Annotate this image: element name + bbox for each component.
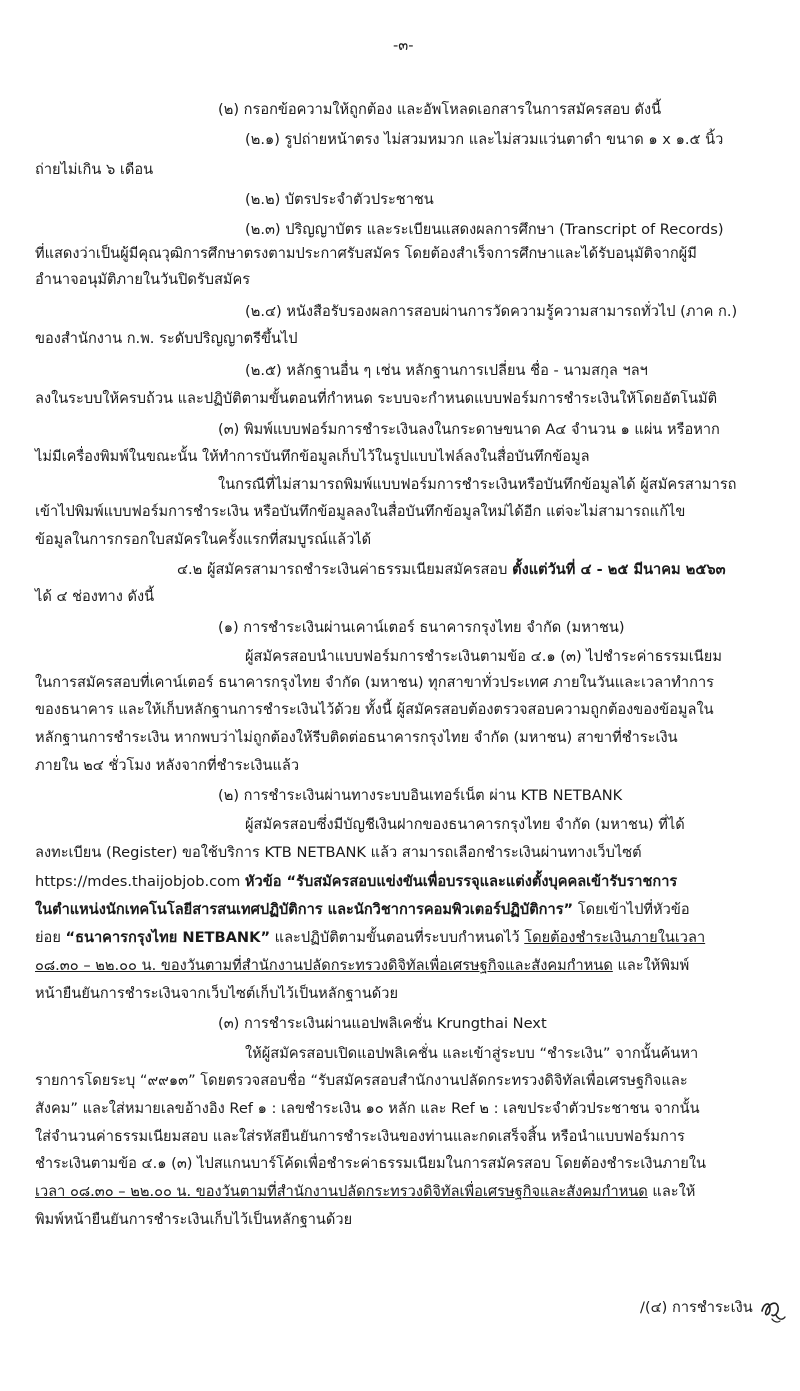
- subtopic-netbank: “ธนาคารกรุงไทย NETBANK”: [65, 929, 271, 946]
- section-3-line-3: ในกรณีที่ไม่สามารถพิมพ์แบบฟอร์มการชำระเงินหรือบันทึกข้อมูลได้ ผู้สมัครสามารถ: [218, 476, 737, 493]
- item-2-1-line-1: (๒.๑) รูปถ่ายหน้าตรง ไม่สวมหมวก และไม่สวมแว่นตาดำ ขนาด ๑ x ๑.๕ นิ้ว: [245, 131, 724, 148]
- payment-1-line-5: ภายใน ๒๔ ชั่วโมง หลังจากที่ชำระเงินแล้ว: [35, 757, 300, 774]
- payment-time-note-3: เวลา ๐๘.๓๐ – ๒๒.๐๐ น. ของวันตามที่สำนักงานปลัดกระทรวงดิจิทัลเพื่อเศรษฐกิจและสังคมกำหนด: [35, 1183, 648, 1200]
- website-url[interactable]: https://mdes.thaijobjob.com: [35, 873, 245, 890]
- item-2-4-line-1: (๒.๔) หนังสือรับรองผลการสอบผ่านการวัดความรู้ความสามารถทั่วไป (ภาค ก.): [245, 303, 738, 320]
- payment-2-line-3: [35, 872, 677, 892]
- page-number: -๓-: [393, 37, 414, 54]
- payment-period: ตั้งแต่วันที่ ๔ - ๒๕ มีนาคม ๒๕๖๓: [512, 561, 726, 578]
- payment-3-line-2: รายการโดยระบุ “๙๙๑๓” โดยตรวจสอบชื่อ “รับสมัครสอบสำนักงานปลัดกระทรวงดิจิทัลเพื่อเศรษฐกิจและ: [35, 1072, 688, 1089]
- item-2-5-line-2: ลงในระบบให้ครบถ้วน และปฏิบัติตามขั้นตอนที่กำหนด ระบบจะกำหนดแบบฟอร์มการชำระเงินให้โดยอัตโนมัติ: [35, 390, 718, 407]
- payment-1-line-3: ของธนาคาร และให้เก็บหลักฐานการชำระเงินไว้ด้วย ทั้งนี้ ผู้สมัครสอบต้องตรวจสอบความถูกต้องของข้อมูลใน: [35, 701, 714, 718]
- item-2-3-line-2: ที่แสดงว่าเป็นผู้มีคุณวุฒิการศึกษาตรงตามประกาศรับสมัคร โดยต้องสำเร็จการศึกษาและได้รับอนุมัติจากผู้มี: [35, 245, 697, 262]
- payment-2-line-1: ผู้สมัครสอบซึ่งมีบัญชีเงินฝากของธนาคารกรุงไทย จำกัด (มหาชน) ที่ได้: [245, 816, 685, 833]
- section-3-line-1: (๓) พิมพ์แบบฟอร์มการชำระเงินลงในกระดาษขนาด A๔ จำนวน ๑ แผ่น หรือหาก: [218, 421, 720, 438]
- signature-initials: [758, 1291, 788, 1325]
- payment-3-line-6-rest: และให้: [647, 1183, 696, 1200]
- payment-1-heading: (๑) การชำระเงินผ่านเคาน์เตอร์ ธนาคารกรุงไทย จำกัด (มหาชน): [218, 619, 625, 636]
- topic-title-part-1: หัวข้อ “รับสมัครสอบแข่งขันเพื่อบรรจุและแต่งตั้งบุคคลเข้ารับราชการ: [244, 873, 678, 890]
- payment-3-line-1: ให้ผู้สมัครสอบเปิดแอปพลิเคชั่น และเข้าสู่ระบบ “ชำระเงิน” จากนั้นค้นหา: [245, 1045, 699, 1062]
- item-2-2: (๒.๒) บัตรประจำตัวประชาชน: [245, 191, 434, 208]
- item-2-1-line-2: ถ่ายไม่เกิน ๖ เดือน: [35, 161, 154, 178]
- payment-3-line-4: ใส่จำนวนค่าธรรมเนียมสอบ และใส่รหัสยืนยันการชำระเงินของท่านและกดเสร็จสิ้น หรือนำแบบฟอร์มการ: [35, 1128, 685, 1145]
- item-2-3-line-3: อำนาจอนุมัติภายในวันปิดรับสมัคร: [35, 271, 251, 288]
- section-3-line-5: ข้อมูลในการกรอกใบสมัครในครั้งแรกที่สมบูรณ์แล้วได้: [35, 531, 372, 548]
- section-3-line-2: ไม่มีเครื่องพิมพ์ในขณะนั้น ให้ทำการบันทึกข้อมูลเก็บไว้ในรูปแบบไฟล์ลงในสื่อบันทึกข้อมูล: [35, 448, 590, 465]
- payment-2-line-7: หน้ายืนยันการชำระเงินจากเว็บไซต์เก็บไว้เป็นหลักฐานด้วย: [35, 985, 399, 1002]
- item-2-5-line-1: (๒.๕) หลักฐานอื่น ๆ เช่น หลักฐานการเปลี่ยน ชื่อ - นามสกุล ฯลฯ: [245, 362, 648, 379]
- payment-1-line-1: ผู้สมัครสอบนำแบบฟอร์มการชำระเงินตามข้อ ๔.๑ (๓) ไปชำระค่าธรรมเนียม: [245, 648, 722, 665]
- payment-3-line-6: [35, 1182, 695, 1202]
- section-2-heading: (๒) กรอกข้อความให้ถูกต้อง และอัพโหลดเอกสารในการสมัครสอบ ดังนี้: [218, 101, 662, 118]
- payment-3-line-5: ชำระเงินตามข้อ ๔.๑ (๓) ไปสแกนบาร์โค้ดเพื่อชำระค่าธรรมเนียมในการสมัครสอบ โดยต้องชำระเงินภายใน: [35, 1155, 706, 1172]
- payment-2-line-6: [35, 956, 689, 976]
- section-4-2-line-1: [177, 560, 726, 580]
- continuation-footer: /(๔) การชำระเงิน: [640, 1299, 753, 1316]
- section-4-2-text: ๔.๒ ผู้สมัครสามารถชำระเงินค่าธรรมเนียมสมัครสอบ: [177, 561, 513, 578]
- payment-time-note-2: ๐๘.๓๐ – ๒๒.๐๐ น. ของวันตามที่สำนักงานปลัดกระทรวงดิจิทัลเพื่อเศรษฐกิจและสังคมกำหนด: [35, 957, 613, 974]
- payment-2-line-5-mid: และปฏิบัติตามขั้นตอนที่ระบบกำหนดไว้: [270, 929, 525, 946]
- payment-3-line-3: สังคม” และใส่หมายเลขอ้างอิง Ref ๑ : เลขชำระเงิน ๑๐ หลัก และ Ref ๒ : เลขประจำตัวประชาชน จากนั้น: [35, 1100, 700, 1117]
- payment-1-line-2: ในการสมัครสอบที่เคาน์เตอร์ ธนาคารกรุงไทย จำกัด (มหาชน) ทุกสาขาทั่วประเทศ ภายในวันและเวลาทำการ: [35, 674, 714, 691]
- item-2-4-line-2: ของสำนักงาน ก.พ. ระดับปริญญาตรีขึ้นไป: [35, 330, 298, 347]
- payment-time-note-1: โดยต้องชำระเงินภายในเวลา: [524, 929, 706, 946]
- subtopic-prefix: ย่อย: [35, 929, 66, 946]
- payment-2-line-6-rest: และให้พิมพ์: [612, 957, 690, 974]
- payment-2-line-5: [35, 928, 705, 948]
- payment-2-line-4-rest: โดยเข้าไปที่หัวข้อ: [573, 901, 690, 918]
- payment-1-line-4: หลักฐานการชำระเงิน หากพบว่าไม่ถูกต้องให้รีบติดต่อธนาคารกรุงไทย จำกัด (มหาชน) สาขาที่ชำระเงิน: [35, 729, 678, 746]
- payment-3-heading: (๓) การชำระเงินผ่านแอปพลิเคชั่น Krungthai Next: [218, 1015, 547, 1032]
- section-3-line-4: เข้าไปพิมพ์แบบฟอร์มการชำระเงิน หรือบันทึกข้อมูลลงในสื่อบันทึกข้อมูลใหม่ได้อีก แต่จะไม่สามารถแก้ไข: [35, 503, 686, 520]
- payment-3-line-7: พิมพ์หน้ายืนยันการชำระเงินเก็บไว้เป็นหลักฐานด้วย: [35, 1211, 353, 1228]
- payment-2-heading: (๒) การชำระเงินผ่านทางระบบอินเทอร์เน็ต ผ่าน KTB NETBANK: [218, 787, 623, 804]
- section-4-2-line-2: ได้ ๔ ช่องทาง ดังนี้: [35, 588, 155, 605]
- payment-2-line-4: [35, 900, 690, 920]
- topic-title-part-2: ในตำแหน่งนักเทคโนโลยีสารสนเทศปฏิบัติการ และนักวิชาการคอมพิวเตอร์ปฏิบัติการ”: [35, 901, 574, 918]
- item-2-3-line-1: (๒.๓) ปริญญาบัตร และระเบียนแสดงผลการศึกษา (Transcript of Records): [245, 221, 724, 238]
- payment-2-line-2: ลงทะเบียน (Register) ขอใช้บริการ KTB NETBANK แล้ว สามารถเลือกชำระเงินผ่านทางเว็บไซต์: [35, 844, 642, 861]
